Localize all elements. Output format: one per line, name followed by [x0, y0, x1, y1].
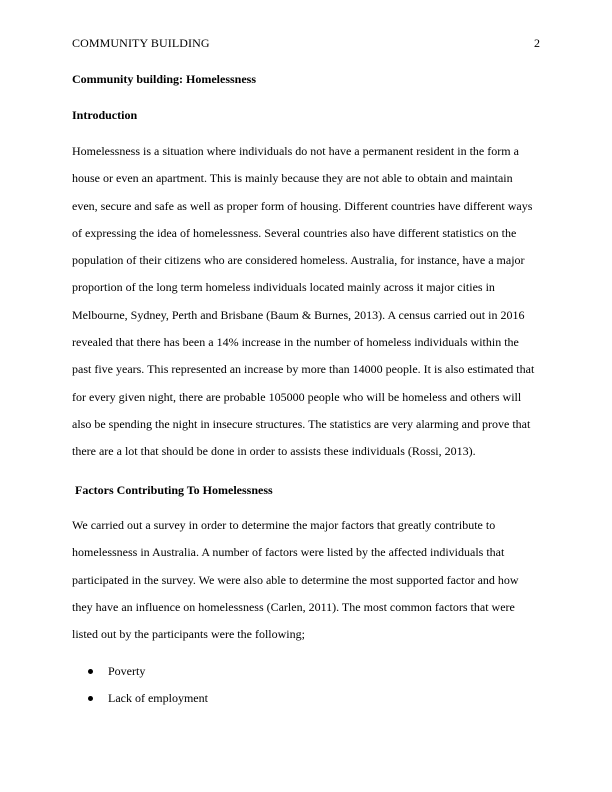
paragraph-line: Melbourne, Sydney, Perth and Brisbane (Baum & Burnes, 2013). A census carried out in 2016 — [72, 307, 525, 322]
introduction-paragraph — [72, 144, 542, 472]
document-title: Community building: Homelessness — [72, 72, 257, 86]
running-head: COMMUNITY BUILDING — [72, 36, 210, 50]
paragraph-line: there are a lot that should be done in order to assists these individuals (Rossi, 2013). — [72, 444, 476, 459]
paragraph-line: even, secure and safe as well as proper form of housing. Different countries have different ways — [72, 198, 533, 213]
paragraph-line: also be spending the night in insecure structures. The statistics are very alarming and prove that — [72, 416, 531, 431]
paragraph-line: past five years. This represented an increase by more than 14000 people. It is also estimated that — [72, 362, 535, 377]
paragraph-line: for every given night, there are probable 105000 people who will be homeless and others will — [72, 389, 522, 404]
list-item-text: Lack of employment — [108, 691, 208, 706]
paragraph-line: house or even an apartment. This is mainly because they are not able to obtain and maintain — [72, 171, 513, 186]
bullet-icon — [88, 696, 93, 701]
paragraph-line: participated in the survey. We were also able to determine the most supported factor and how — [72, 572, 519, 587]
survey-paragraph — [72, 518, 542, 654]
page-number: 2 — [534, 36, 540, 50]
list-item — [88, 664, 208, 691]
paragraph-line: of expressing the idea of homelessness. Several countries also have different statistics on the — [72, 225, 517, 240]
paragraph-line: We carried out a survey in order to determine the major factors that greatly contribute to — [72, 518, 496, 532]
factors-bullet-list — [88, 664, 208, 719]
paragraph-line: listed out by the participants were the following; — [72, 627, 305, 642]
list-item-text: Poverty — [108, 664, 146, 678]
paragraph-line: Homelessness is a situation where individuals do not have a permanent resident in the form a — [72, 144, 519, 158]
paragraph-line: homelessness in Australia. A number of factors were listed by the affected individuals that — [72, 545, 505, 560]
paragraph-line: revealed that there has been a 14% increase in the number of homeless individuals within the — [72, 335, 519, 350]
section-heading-introduction: Introduction — [72, 108, 138, 122]
paragraph-line: they have an influence on homelessness (Carlen, 2011). The most common factors that were — [72, 599, 515, 614]
section-heading-factors: Factors Contributing To Homelessness — [75, 483, 273, 497]
list-item — [88, 691, 208, 718]
bullet-icon — [88, 669, 93, 674]
paragraph-line: proportion of the long term homeless individuals located mainly across it major cities in — [72, 280, 495, 295]
paragraph-line: population of their citizens who are considered homeless. Australia, for instance, have a major — [72, 253, 525, 268]
